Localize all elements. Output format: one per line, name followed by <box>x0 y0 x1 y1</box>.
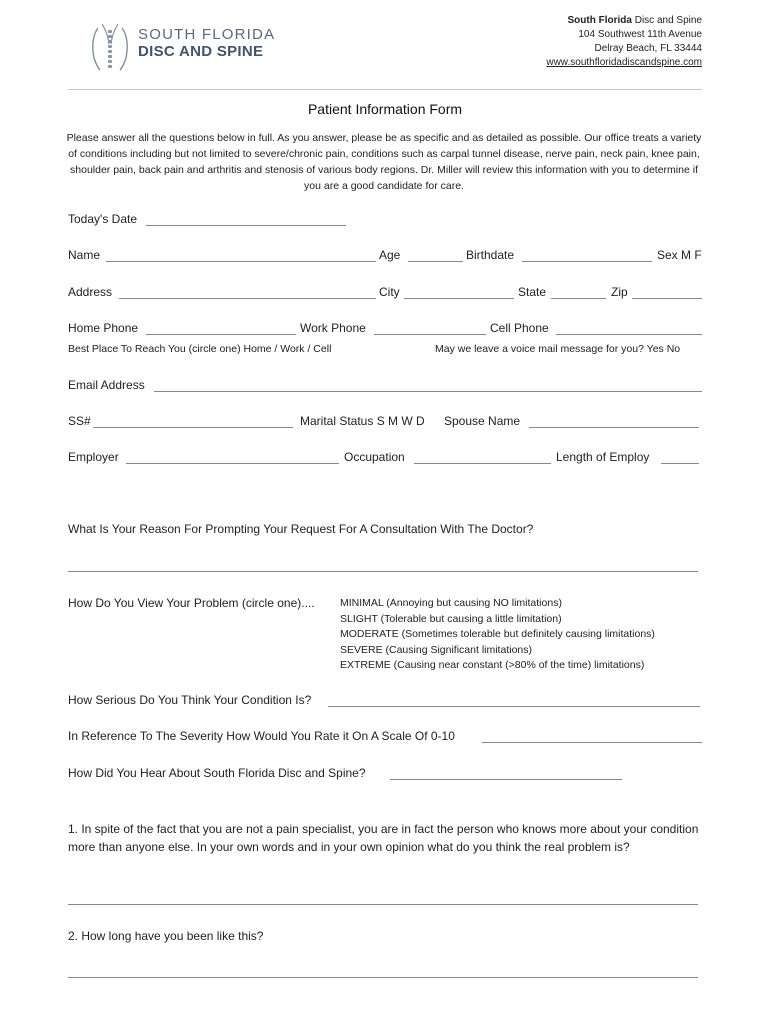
address-label: Address <box>68 285 113 299</box>
address-field[interactable] <box>119 298 376 299</box>
sex-label[interactable]: Sex M F <box>657 248 702 262</box>
view-problem-label: How Do You View Your Problem (circle one).... <box>68 596 315 610</box>
spine-icon <box>88 22 132 72</box>
state-field[interactable] <box>551 298 606 299</box>
age-label: Age <box>379 248 401 262</box>
age-field[interactable] <box>408 261 463 262</box>
practice-name: South Florida Disc and Spine <box>567 15 702 26</box>
city-state-zip: Delray Beach, FL 33444 <box>594 43 702 54</box>
marital-status[interactable]: Marital Status S M W D <box>300 414 425 428</box>
home-phone-field[interactable] <box>146 334 296 335</box>
website-link[interactable]: www.southfloridadiscandspine.com <box>546 57 702 68</box>
practice-logo <box>88 22 276 72</box>
name-label: Name <box>68 248 101 262</box>
ss-label: SS# <box>68 414 91 428</box>
ss-field[interactable] <box>93 427 293 428</box>
cell-phone-field[interactable] <box>556 334 702 335</box>
length-employ-label: Length of Employ <box>556 450 650 464</box>
form-intro: Please answer all the questions below in full. As you answer, please be as specific and as detailed as possible. Our office treats a variety of conditions including but not limited to severe/chronic pain, conditions such as carpal tunnel disease, nerve pain, neck pain, knee pain, shoulder pain, back pain and arthritis and stenosis of various body regions. Dr. Miller will review this information with you to determine if you are a good candidate for care. <box>66 132 702 192</box>
city-label: City <box>379 285 400 299</box>
name-field[interactable] <box>106 261 376 262</box>
question-1-answer-line[interactable] <box>68 904 698 905</box>
length-employ-field[interactable] <box>661 463 699 464</box>
occupation-field[interactable] <box>414 463 551 464</box>
cell-phone-label: Cell Phone <box>490 321 549 335</box>
severity-scale-label: In Reference To The Severity How Would You Rate it On A Scale Of 0-10 <box>68 729 455 743</box>
work-phone-field[interactable] <box>374 334 486 335</box>
how-serious-field[interactable] <box>328 706 700 707</box>
option-extreme[interactable]: EXTREME (Causing near constant (>80% of the time) limitations) <box>340 659 645 671</box>
option-moderate[interactable]: MODERATE (Sometimes tolerable but definitely causing limitations) <box>340 628 655 640</box>
voicemail-permission[interactable]: May we leave a voice mail message for you? Yes No <box>435 343 681 355</box>
email-label: Email Address <box>68 378 145 392</box>
hear-about-label: How Did You Hear About South Florida Disc and Spine? <box>68 766 366 780</box>
how-serious-label: How Serious Do You Think Your Condition Is? <box>68 693 312 707</box>
state-label: State <box>518 285 547 299</box>
question-1: 1. In spite of the fact that you are not a pain specialist, you are in fact the person who knows more about your condition more than anyone else. In your own words and in your own opinion what do you think the real problem is? <box>68 822 699 854</box>
severity-scale-field[interactable] <box>482 742 702 743</box>
email-field[interactable] <box>154 391 702 392</box>
work-phone-label: Work Phone <box>300 321 366 335</box>
employer-label: Employer <box>68 450 119 464</box>
form-title: Patient Information Form <box>307 101 463 117</box>
employer-field[interactable] <box>126 463 339 464</box>
question-2-answer-line[interactable] <box>68 977 698 978</box>
logo-text-line1: SOUTH FLORIDA <box>138 26 276 43</box>
birthdate-label: Birthdate <box>466 248 515 262</box>
view-problem-options <box>340 596 655 674</box>
reason-answer-line[interactable] <box>68 571 698 572</box>
spouse-name-field[interactable] <box>529 427 699 428</box>
best-place-to-reach[interactable]: Best Place To Reach You (circle one) Home / Work / Cell <box>68 343 332 355</box>
home-phone-label: Home Phone <box>68 321 139 335</box>
city-field[interactable] <box>404 298 514 299</box>
option-severe[interactable]: SEVERE (Causing Significant limitations) <box>340 643 532 656</box>
practice-address <box>546 14 702 70</box>
street-address: 104 Southwest 11th Avenue <box>578 29 702 40</box>
todays-date-field[interactable] <box>146 225 346 226</box>
zip-field[interactable] <box>632 298 702 299</box>
spouse-name-label: Spouse Name <box>444 414 521 428</box>
option-slight[interactable]: SLIGHT (Tolerable but causing a little limitation) <box>340 612 562 625</box>
reason-question: What Is Your Reason For Prompting Your Request For A Consultation With The Doctor? <box>68 522 534 536</box>
todays-date-label: Today's Date <box>68 212 137 226</box>
occupation-label: Occupation <box>344 450 405 464</box>
question-2: 2. How long have you been like this? <box>68 929 264 943</box>
option-minimal[interactable]: MINIMAL (Annoying but causing NO limitations) <box>340 597 562 609</box>
hear-about-field[interactable] <box>390 779 622 780</box>
logo-text-line2: DISC AND SPINE <box>138 43 264 60</box>
birthdate-field[interactable] <box>522 261 652 262</box>
zip-label: Zip <box>611 285 628 299</box>
header-divider <box>68 89 702 90</box>
